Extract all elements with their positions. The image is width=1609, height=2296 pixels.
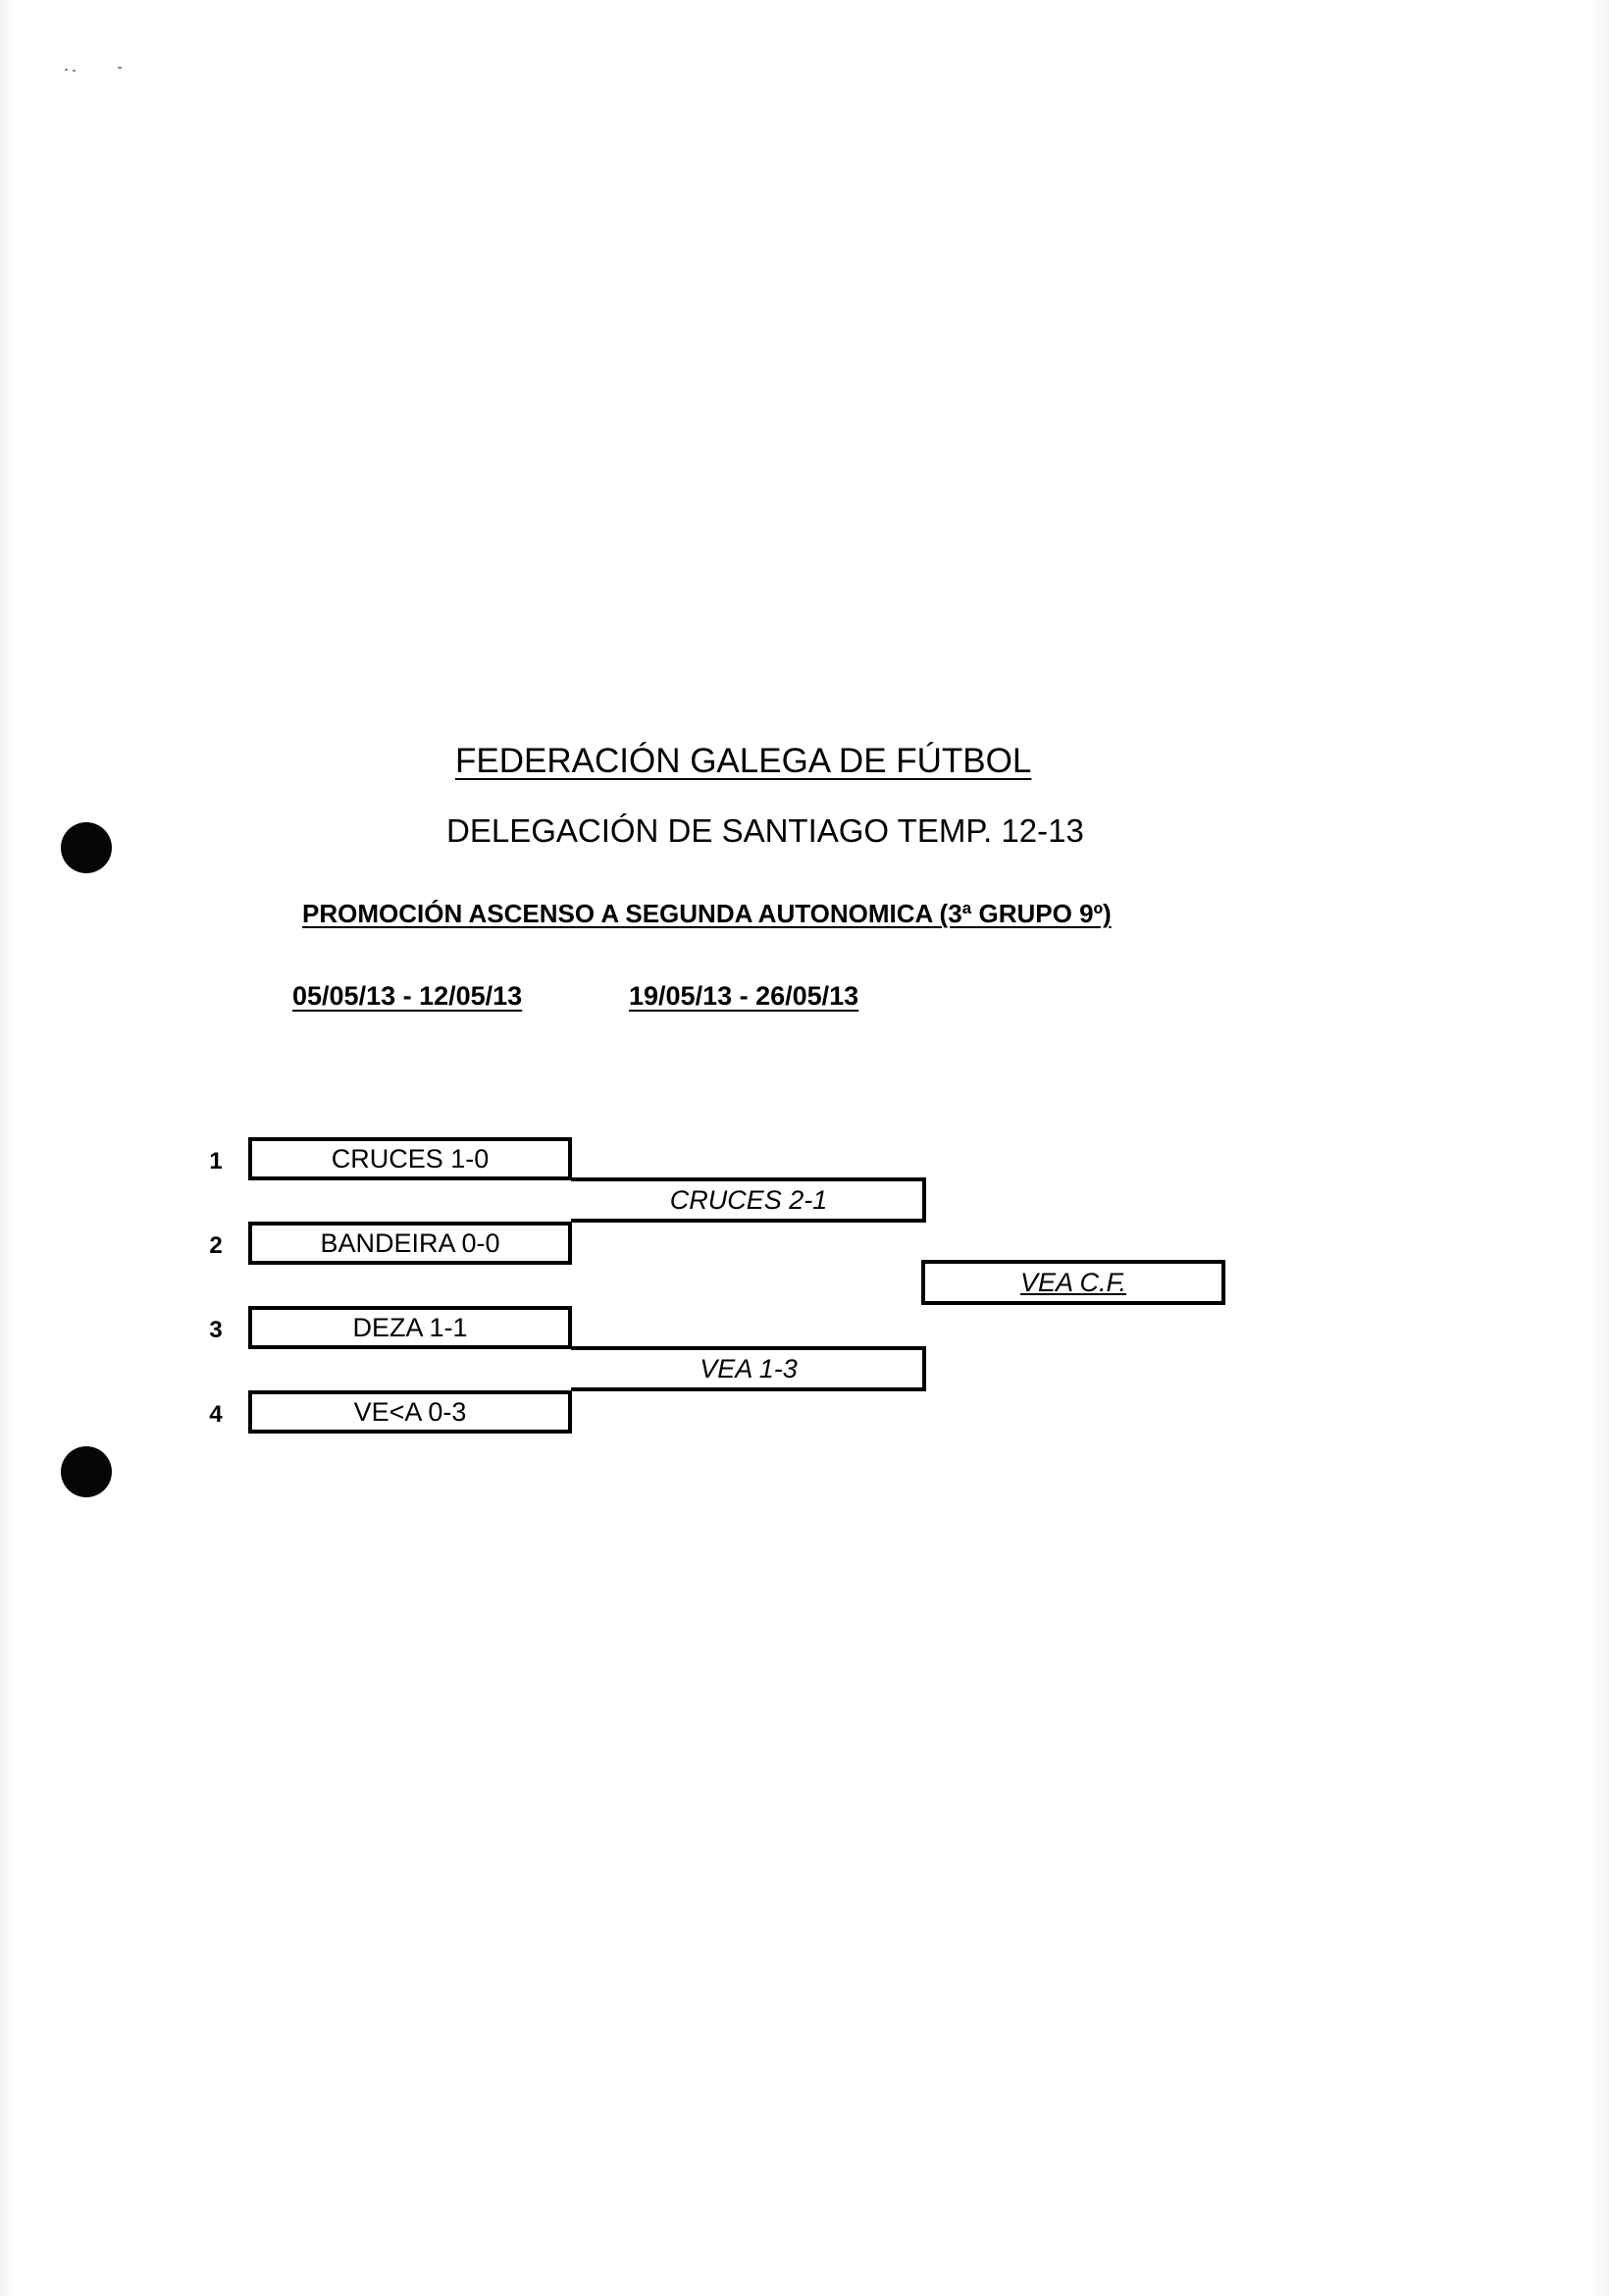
scan-speck [118, 67, 122, 69]
punch-hole-bottom [61, 1446, 112, 1497]
seed-number: 4 [209, 1401, 223, 1428]
delegation-title: DELEGACIÓN DE SANTIAGO TEMP. 12-13 [446, 812, 1084, 849]
round1-match-slot: BANDEIRA 0-0 [248, 1222, 572, 1265]
scan-speck [73, 70, 76, 72]
bracket-winner-slot: VEA C.F. [921, 1260, 1225, 1305]
federation-title: FEDERACIÓN GALEGA DE FÚTBOL [455, 742, 1032, 780]
round1-match-slot: CRUCES 1-0 [248, 1137, 572, 1180]
round2-dates: 19/05/13 - 26/05/13 [629, 981, 859, 1011]
round1-dates: 05/05/13 - 12/05/13 [292, 981, 523, 1011]
round2-match-slot: CRUCES 2-1 [571, 1177, 926, 1223]
seed-number: 3 [209, 1317, 223, 1343]
round2-match-slot: VEA 1-3 [571, 1346, 926, 1391]
seed-number: 2 [209, 1232, 223, 1259]
round1-match-slot: VE<A 0-3 [248, 1390, 572, 1434]
round1-match-slot: DEZA 1-1 [248, 1306, 572, 1349]
scan-speck [65, 69, 68, 71]
punch-hole-top [61, 822, 112, 873]
seed-number: 1 [209, 1148, 223, 1174]
competition-title: PROMOCIÓN ASCENSO A SEGUNDA AUTONOMICA (3ª GRUPO 9º) [302, 899, 1112, 928]
